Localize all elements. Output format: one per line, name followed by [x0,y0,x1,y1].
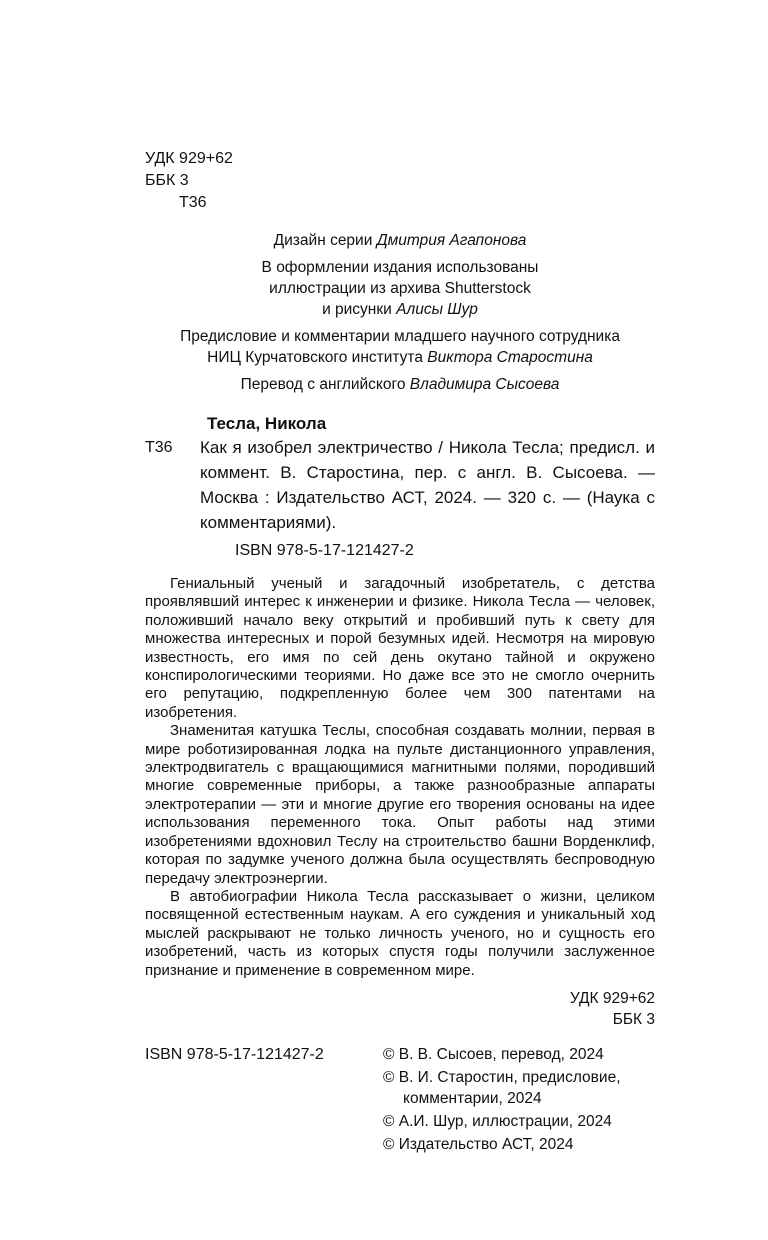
series-design-label: Дизайн серии [273,232,377,249]
preface-credit-line1: Предисловие и комментарии младшего научного сотрудника [180,328,620,345]
catalog-description: Как я изобрел электричество / Никола Тесла; предисл. и коммент. В. Старостина, пер. с англ. В. Сысоева. — Москва : Издательство АСТ, 2024. — 320 с. — (Наука с комментариями). [200,438,655,532]
copyright-item: © В. И. Старостин, предисловие, комментарии, 2024 [383,1068,621,1107]
catalog-card [145,412,655,562]
catalog-isbn: ISBN 978-5-17-121427-2 [235,542,414,559]
bbk-code: ББК 3 [145,172,189,189]
preface-institute-label: НИЦ Курчатовского института [207,349,428,366]
illustrator-label: и рисунки [322,301,397,318]
footer-isbn: ISBN 978-5-17-121427-2 [145,1045,324,1063]
bibliographic-codes-top [145,148,655,214]
illustrator-name: Алисы Шур [396,301,478,318]
copyright-item: © Издательство АСТ, 2024 [383,1135,574,1153]
copyright-list [383,1044,655,1157]
series-design-credit [145,230,655,251]
bbk-code-bottom: ББК 3 [612,1010,655,1028]
annotation-paragraph: В автобиографии Никола Тесла рассказывает о жизни, целиком посвященной естественным наукам. А его суждения и уникальный ход мыслей раскрывают не только личность ученого, но и сущность его изобретений, часть из которых спустя годы получили заслуженное признание и применение в современном мире. [145,887,655,979]
annotation-paragraph: Гениальный ученый и загадочный изобретатель, с детства проявлявший интерес к инженерии и физике. Никола Тесла — человек, положивший начало веку открытий и пробивший путь к свету для множества интересных и порой безумных идей. Несмотря на мировую известность, его имя по сей день окутано тайной и окружено конспирологическими теориями. Но даже все это не смогло очернить его репутацию, подкрепленную более чем 300 патентами на изобретения. [145,575,655,721]
catalog-author: Тесла, Никола [207,414,327,433]
copyright-item: © В. В. Сысоев, перевод, 2024 [383,1045,604,1063]
series-designer-name: Дмитрия Агапонова [376,232,527,249]
translation-label: Перевод с английского [240,376,410,393]
preface-author-name: Виктора Старостина [427,349,593,366]
catalog-author-code: Т36 [145,439,173,456]
illustrations-credit-line2: иллюстрации из архива Shutterstock [269,280,531,297]
illustrations-credit-line1: В оформлении издания использованы [261,259,539,276]
preface-credit [145,326,655,368]
author-sign-code: Т36 [179,194,207,211]
illustrations-credit-line3 [145,299,655,320]
edition-credits [145,230,655,395]
imprint-footer [145,1044,655,1157]
bibliographic-codes-bottom [145,988,655,1030]
annotation-paragraph: Знаменитая катушка Теслы, способная создавать молнии, первая в мире роботизированная лодка на пульте дистанционного управления, электродвигатель с вращающимися магнитными полями, породивший многие современные приборы, а также разнообразные аппараты электротерапии — эти и многие другие его творения основаны на идее использования переменного тока. Опыт работы над этими изобретениями вдохновил Теслу на строительство башни Ворденклиф, которая по задумке ученого должна была осуществлять беспроводную передачу электроэнергии. [145,722,655,887]
preface-credit-line2 [145,347,655,368]
udk-code: УДК 929+62 [145,150,233,167]
translation-credit [145,374,655,395]
translator-name: Владимира Сысоева [409,376,560,393]
udk-code-bottom: УДК 929+62 [569,989,655,1007]
illustrations-credit [145,257,655,320]
annotation [145,575,655,980]
copyright-item: © А.И. Шур, иллюстрации, 2024 [383,1112,612,1130]
